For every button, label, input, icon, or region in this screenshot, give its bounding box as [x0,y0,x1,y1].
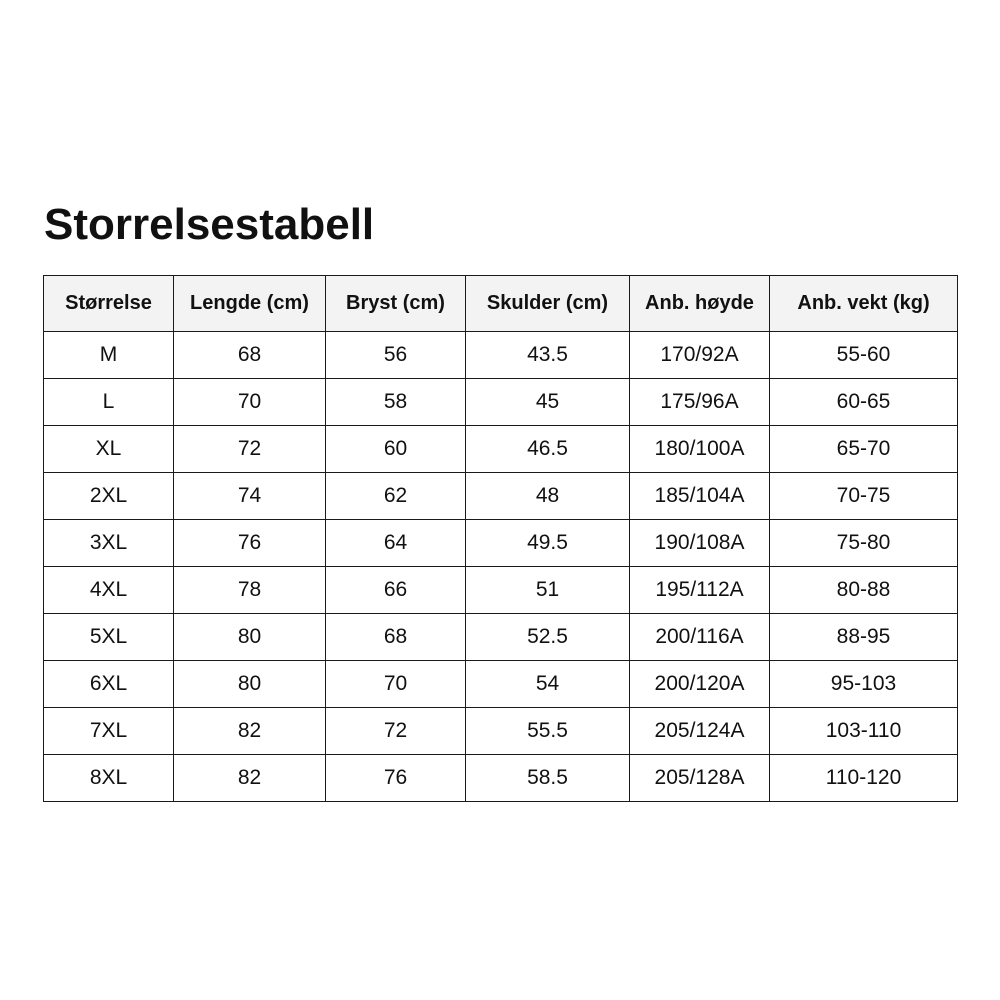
table-row [44,614,958,661]
cell-size: 3XL [44,520,174,567]
table-row [44,567,958,614]
cell-height: 185/104A [630,473,770,520]
cell-length: 82 [174,708,326,755]
cell-height: 200/116A [630,614,770,661]
cell-length: 78 [174,567,326,614]
cell-size: M [44,332,174,379]
cell-shoulder: 46.5 [466,426,630,473]
cell-shoulder: 45 [466,379,630,426]
table-row [44,661,958,708]
cell-chest: 60 [326,426,466,473]
table-row [44,426,958,473]
cell-chest: 76 [326,755,466,802]
cell-chest: 72 [326,708,466,755]
cell-length: 80 [174,614,326,661]
cell-size: 8XL [44,755,174,802]
cell-shoulder: 43.5 [466,332,630,379]
cell-length: 80 [174,661,326,708]
header-row [44,276,958,332]
table-header [44,276,958,332]
cell-weight: 103-110 [770,708,958,755]
cell-shoulder: 49.5 [466,520,630,567]
cell-chest: 66 [326,567,466,614]
cell-length: 74 [174,473,326,520]
cell-chest: 68 [326,614,466,661]
table-row [44,473,958,520]
column-header-height: Anb. høyde [630,276,770,332]
cell-length: 72 [174,426,326,473]
size-table [43,275,958,802]
cell-size: 7XL [44,708,174,755]
column-header-size: Størrelse [44,276,174,332]
cell-shoulder: 55.5 [466,708,630,755]
column-header-chest: Bryst (cm) [326,276,466,332]
cell-height: 195/112A [630,567,770,614]
cell-length: 82 [174,755,326,802]
table-row [44,708,958,755]
cell-length: 76 [174,520,326,567]
cell-height: 205/128A [630,755,770,802]
cell-weight: 70-75 [770,473,958,520]
cell-weight: 55-60 [770,332,958,379]
cell-shoulder: 48 [466,473,630,520]
column-header-shoulder: Skulder (cm) [466,276,630,332]
cell-chest: 70 [326,661,466,708]
cell-shoulder: 52.5 [466,614,630,661]
cell-size: 4XL [44,567,174,614]
table-row [44,332,958,379]
cell-size: L [44,379,174,426]
cell-size: 2XL [44,473,174,520]
cell-weight: 60-65 [770,379,958,426]
cell-size: 6XL [44,661,174,708]
cell-weight: 65-70 [770,426,958,473]
cell-shoulder: 54 [466,661,630,708]
cell-chest: 56 [326,332,466,379]
cell-shoulder: 58.5 [466,755,630,802]
cell-length: 68 [174,332,326,379]
column-header-weight: Anb. vekt (kg) [770,276,958,332]
table-row [44,520,958,567]
cell-chest: 58 [326,379,466,426]
cell-height: 175/96A [630,379,770,426]
cell-chest: 64 [326,520,466,567]
cell-weight: 110-120 [770,755,958,802]
cell-height: 190/108A [630,520,770,567]
table-body [44,332,958,802]
cell-height: 205/124A [630,708,770,755]
cell-weight: 95-103 [770,661,958,708]
cell-weight: 75-80 [770,520,958,567]
cell-shoulder: 51 [466,567,630,614]
cell-height: 170/92A [630,332,770,379]
page-title: Storrelsestabell [44,200,375,249]
cell-length: 70 [174,379,326,426]
cell-size: XL [44,426,174,473]
cell-height: 180/100A [630,426,770,473]
cell-size: 5XL [44,614,174,661]
table-row [44,755,958,802]
cell-chest: 62 [326,473,466,520]
table-row [44,379,958,426]
cell-height: 200/120A [630,661,770,708]
cell-weight: 88-95 [770,614,958,661]
column-header-length: Lengde (cm) [174,276,326,332]
cell-weight: 80-88 [770,567,958,614]
